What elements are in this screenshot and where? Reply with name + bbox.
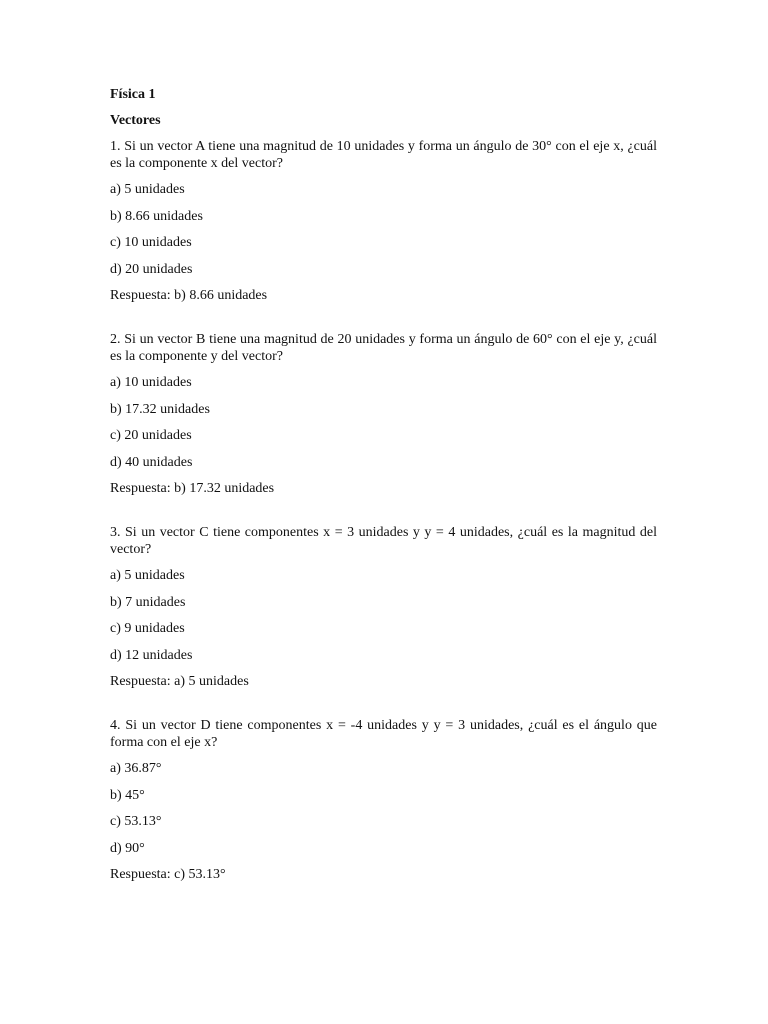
option-b: b) 17.32 unidades <box>110 401 210 417</box>
option-d: d) 90° <box>110 840 145 856</box>
option-a: a) 5 unidades <box>110 182 185 197</box>
option-b: b) 8.66 unidades <box>110 208 203 224</box>
option-b: b) 7 unidades <box>110 594 186 610</box>
option-c: c) 53.13° <box>110 814 162 829</box>
document-body <box>110 86 657 910</box>
option-b: b) 45° <box>110 787 145 803</box>
question-1 <box>110 138 657 304</box>
option-a: a) 5 unidades <box>110 568 185 583</box>
question-4 <box>110 717 657 883</box>
question-text: 2. Si un vector B tiene una magnitud de 20 unidades y forma un ángulo de 60° con el eje y, ¿cuál es la componente y del vector? <box>110 332 657 364</box>
page-title: Física 1 <box>110 87 156 102</box>
option-a: a) 36.87° <box>110 761 162 776</box>
option-c: c) 10 unidades <box>110 235 192 250</box>
question-text: 4. Si un vector D tiene componentes x = -4 unidades y y = 3 unidades, ¿cuál es el ángulo que forma con el eje x? <box>110 718 657 750</box>
answer-line: Respuesta: c) 53.13° <box>110 867 226 882</box>
question-text: 1. Si un vector A tiene una magnitud de 10 unidades y forma un ángulo de 30° con el eje x, ¿cuál es la componente x del vector? <box>110 139 657 171</box>
option-d: d) 40 unidades <box>110 454 193 470</box>
answer-line: Respuesta: b) 8.66 unidades <box>110 288 268 303</box>
option-a: a) 10 unidades <box>110 375 192 390</box>
option-c: c) 20 unidades <box>110 428 192 443</box>
option-d: d) 20 unidades <box>110 261 193 277</box>
question-text: 3. Si un vector C tiene componentes x = 3 unidades y y = 4 unidades, ¿cuál es la magnitud del vector? <box>110 525 657 557</box>
question-3 <box>110 524 657 690</box>
answer-line: Respuesta: b) 17.32 unidades <box>110 481 275 496</box>
option-c: c) 9 unidades <box>110 621 185 636</box>
question-2 <box>110 331 657 497</box>
section-heading: Vectores <box>110 113 161 128</box>
answer-line: Respuesta: a) 5 unidades <box>110 674 249 689</box>
option-d: d) 12 unidades <box>110 647 193 663</box>
